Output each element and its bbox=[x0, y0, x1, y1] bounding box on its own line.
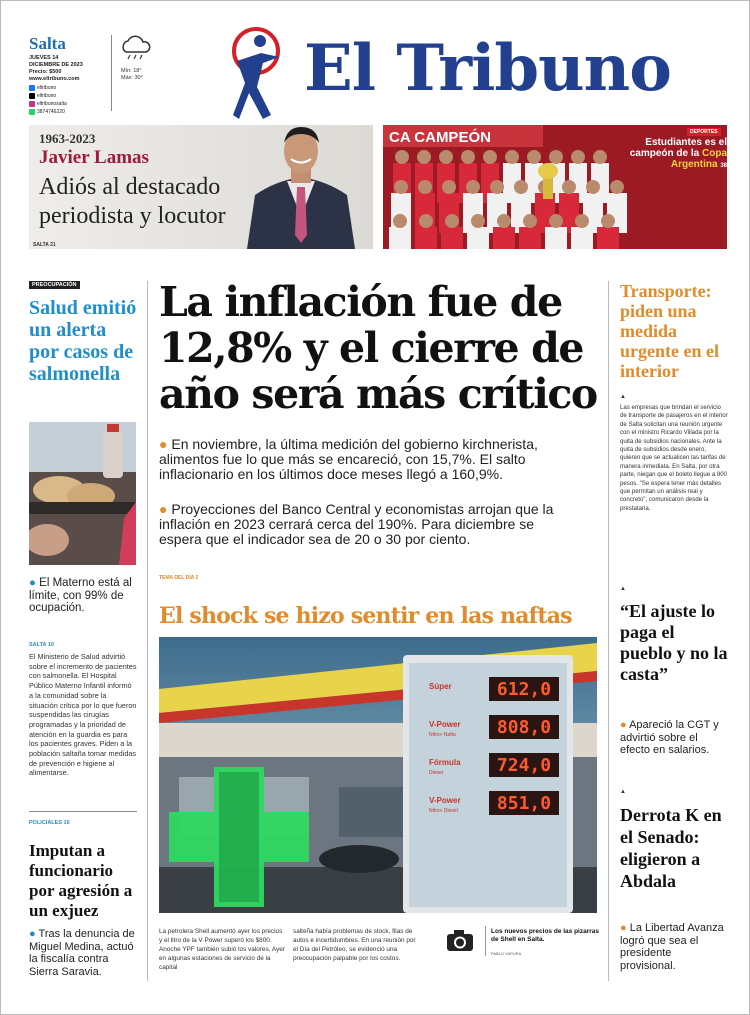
social-handle: 3874746220 bbox=[37, 109, 65, 115]
fuel-body-col-2: salteña había problemas de stock, filas de autos e incertidumbres. En una reunión por el Día del Petróleo, se evidenció una preocupación palpable por los costos. bbox=[293, 928, 416, 962]
fuel-price-value: 724,0 bbox=[496, 755, 552, 776]
social-facebook[interactable] bbox=[29, 85, 56, 91]
cloud-rain-icon bbox=[118, 34, 158, 62]
bullet-icon: ● bbox=[29, 928, 39, 940]
bullet-icon: ● bbox=[620, 719, 630, 731]
materno-bullet-text: El Materno está al límite, con 99% de ocupación. bbox=[29, 577, 132, 614]
ajuste-headline[interactable]: “El ajuste lo paga el pueblo y no la casta” bbox=[620, 601, 728, 684]
photo-caption: Los nuevos precios de las pizarras de Shell en Salta. bbox=[491, 928, 600, 943]
fuel-label: V-Power bbox=[429, 720, 461, 729]
social-handle: eltribuno bbox=[37, 93, 57, 99]
cgt-bullet-text: Apareció la CGT y advirtió sobre el efecto en salarios. bbox=[620, 719, 719, 756]
caption-divider bbox=[485, 926, 486, 956]
imputan-bullet bbox=[29, 928, 139, 978]
tema-del-dia-tag: TEMA DEL DÍA 2 bbox=[159, 575, 199, 581]
salmonella-body: El Ministerio de Salud advirtió sobre el incremento de pacientes con salmonella. El Hospital Público Materno Infantil informó a la comunidad sobre la situación crítica por lo que fueron suspendidas las cirugías programadas y la prioridad de atención en la guardia es para los pacientes graves. Piden a la población saltaña tomar medidas de prevención e higiene al alimentarse. bbox=[29, 652, 137, 778]
bullet-icon: ● bbox=[159, 501, 172, 517]
sports-page: 38 bbox=[720, 163, 727, 169]
salmonella-headline[interactable]: Salud emitió un alerta por casos de salmonella bbox=[29, 297, 137, 385]
obituary-years: 1963-2023 bbox=[39, 131, 96, 146]
main-headline[interactable]: La inflación fue de 12,8% y el cierre de año será más crítico bbox=[159, 278, 597, 418]
x-icon bbox=[29, 93, 35, 99]
social-instagram[interactable] bbox=[29, 101, 67, 107]
whatsapp-icon bbox=[29, 109, 35, 115]
main-paragraph-2 bbox=[159, 502, 579, 547]
section-badge: DEPORTES bbox=[687, 128, 721, 136]
sports-headline-white: Estudiantes es el campeón de la bbox=[629, 137, 727, 159]
social-handle: eltribuno bbox=[37, 85, 57, 91]
libertad-bullet bbox=[620, 922, 728, 972]
obituary-headline: Adiós al destacado periodista y locutor bbox=[39, 174, 226, 229]
champion-banner-text: CA CAMPEÓN bbox=[389, 129, 491, 146]
sports-headline bbox=[615, 137, 727, 172]
fuel-price-value: 612,0 bbox=[496, 679, 552, 700]
main-paragraph-1-text: En noviembre, la última medición del gobierno kirchnerista, alimentos fue lo que más se encareció, con 15,7%. El salto inflacionario en los últimos doce meses llegó a 160,9%. bbox=[159, 436, 538, 482]
salud-page-tag: SALTA 10 bbox=[29, 642, 54, 648]
instagram-icon bbox=[29, 101, 35, 107]
price-label: Precio: $500 bbox=[29, 69, 62, 75]
senado-headline[interactable]: Derrota K en el Senado: eligieron a Abdala bbox=[620, 805, 722, 891]
edition-city: Salta bbox=[29, 34, 66, 53]
bullet-icon: ● bbox=[29, 577, 40, 589]
transport-body: Las empresas que brindan el servicio de transporte de pasajeros en el interior de Salta solicitan una reunión urgente con el ministro Ricardo Villada por la quita de subsidios nacionales. Ante la quita de subsidios desde enero, quieren que se actualicen las tarifas de manera inmediata. En Salta, por otra parte, niegan que el boleto llegue a 800 pesos. "Se espera tener más detalles que permitan un análisis real y concreto", comunicaron desde la prestataria. bbox=[620, 404, 728, 512]
sports-headline-cup: Copa Argentina bbox=[670, 148, 727, 170]
fuel-station-photo bbox=[159, 637, 597, 913]
fuel-label: Súper bbox=[429, 682, 452, 691]
bullet-icon: ▲ bbox=[620, 394, 626, 400]
bullet-icon: ▲ bbox=[620, 789, 626, 795]
libertad-bullet-text: La Libertad Avanza logró que sea el presidente provisional. bbox=[620, 922, 724, 972]
newspaper-logo: El Tribuno bbox=[304, 31, 671, 106]
policiales-tag: POLICIALES 16 bbox=[29, 820, 70, 826]
kicker-preocupacion: PREOCUPACIÓN bbox=[29, 281, 80, 289]
facebook-icon bbox=[29, 85, 35, 91]
fuel-price-value: 808,0 bbox=[496, 717, 552, 738]
sandwich-photo bbox=[29, 422, 136, 565]
column-divider-right bbox=[608, 281, 609, 981]
social-x[interactable] bbox=[29, 93, 56, 99]
bullet-icon: ● bbox=[620, 922, 630, 934]
website-label: www.eltribuno.com bbox=[29, 76, 80, 82]
obituary-page-tag: SALTA 21 bbox=[33, 242, 56, 248]
materno-bullet bbox=[29, 577, 137, 615]
weather-max: Máx: 30° bbox=[121, 75, 143, 81]
imputan-headline[interactable]: Imputan a funcionario por agresión a un exjuez bbox=[29, 841, 133, 920]
photo-credit: PABLO YAPURA bbox=[491, 951, 522, 956]
fuel-body-col-1: La petrolera Shell aumentó ayer los precios y el litro de la V Power superó los $800. Anoche YPF también subió los valores. Ayer en algunas estaciones de servicio de la capital bbox=[159, 928, 285, 971]
fuel-sublabel: Nitro+ Nafta bbox=[429, 732, 456, 738]
fuel-sublabel: Diesel bbox=[429, 770, 443, 776]
social-handle: eltribunosalta bbox=[37, 101, 67, 107]
weather-min: Mín: 18° bbox=[121, 68, 142, 74]
social-whatsapp[interactable] bbox=[29, 109, 65, 115]
fuel-price-value: 851,0 bbox=[496, 793, 552, 814]
fuel-headline[interactable]: El shock se hizo sentir en las naftas bbox=[159, 603, 572, 629]
main-paragraph-2-text: Proyecciones del Banco Central y economistas arrojan que la inflación en 2023 cerrará cerca del 190%. Para diciembre se espera que el indicador sea de 20 o 30 por ciento. bbox=[159, 501, 554, 547]
fuel-label: V-Power bbox=[429, 796, 461, 805]
obituary-name: Javier Lamas bbox=[39, 147, 149, 168]
date-line-1: JUEVES 14 bbox=[29, 55, 59, 61]
cgt-bullet bbox=[620, 719, 728, 757]
date-line-2: DICIEMBRE DE 2023 bbox=[29, 62, 83, 68]
fuel-sublabel: Nitro+ Diesel bbox=[429, 808, 458, 814]
bullet-icon: ▲ bbox=[620, 586, 626, 592]
masthead-divider bbox=[111, 35, 112, 111]
fuel-label: Fórmula bbox=[429, 758, 461, 767]
column-divider-left bbox=[147, 281, 148, 981]
logo-figure-icon bbox=[227, 27, 287, 123]
bullet-icon: ● bbox=[159, 436, 172, 452]
camera-icon bbox=[446, 929, 474, 953]
transport-headline[interactable]: Transporte: piden una medida urgente en el interior bbox=[620, 281, 719, 381]
section-rule bbox=[29, 811, 137, 812]
imputan-bullet-text: Tras la denuncia de Miguel Medina, actuó la fiscalía contra Sierra Saravia. bbox=[29, 928, 135, 978]
main-paragraph-1 bbox=[159, 437, 579, 482]
